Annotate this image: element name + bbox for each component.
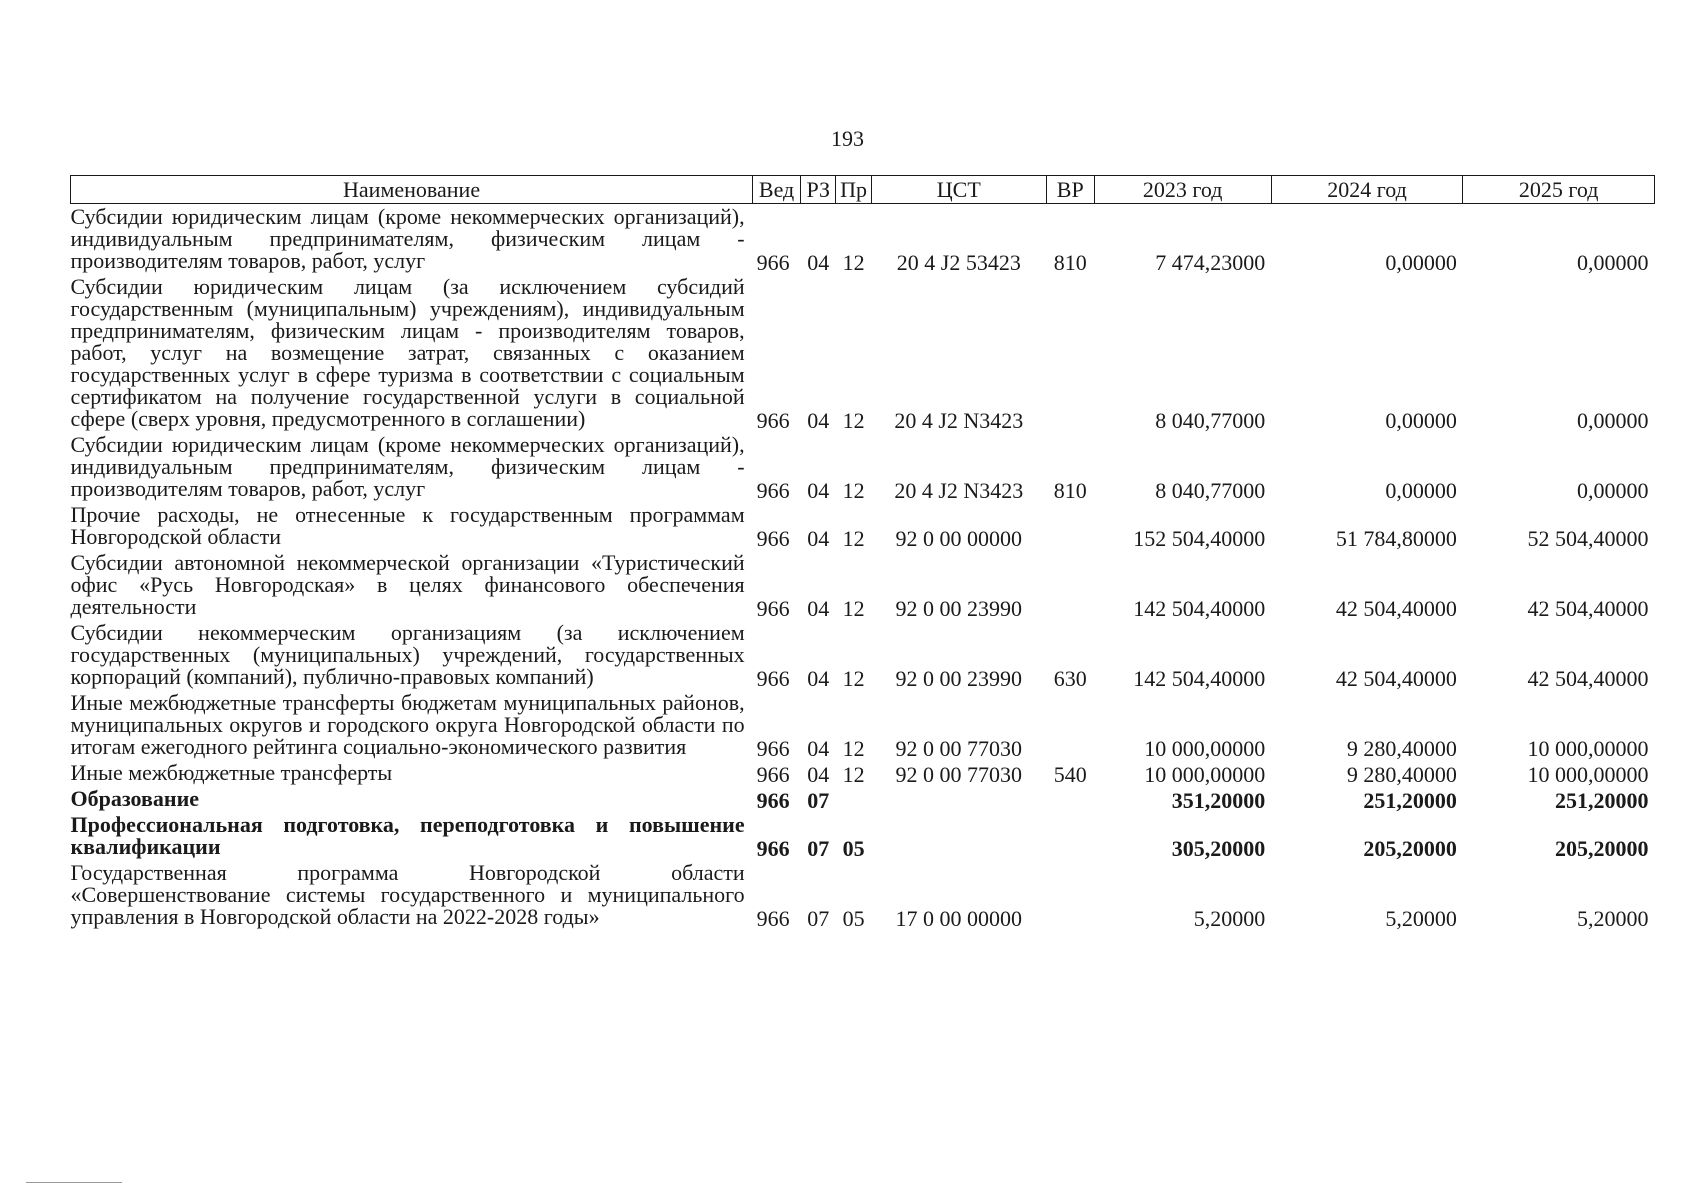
row-rz: 04 bbox=[807, 250, 830, 275]
row-2025: 205,20000 bbox=[1555, 836, 1649, 861]
table-row bbox=[71, 432, 1655, 502]
row-rz: 04 bbox=[807, 478, 830, 503]
header-rz: РЗ bbox=[801, 176, 836, 204]
row-vr bbox=[1046, 812, 1094, 860]
footer-scan-line bbox=[26, 1182, 122, 1183]
page-number: 193 bbox=[831, 126, 864, 151]
row-vr bbox=[1046, 274, 1094, 432]
row-cst: 92 0 00 00000 bbox=[895, 526, 1023, 551]
row-2025: 0,00000 bbox=[1577, 408, 1649, 433]
row-ved: 966 bbox=[756, 762, 790, 787]
table-row-section bbox=[71, 786, 1655, 812]
row-2025: 5,20000 bbox=[1577, 906, 1649, 931]
row-2023: 152 504,40000 bbox=[1133, 526, 1266, 551]
row-2024: 0,00000 bbox=[1385, 250, 1457, 275]
row-name: Иные межбюджетные трансферты bbox=[70, 760, 393, 785]
row-2023: 10 000,00000 bbox=[1144, 736, 1266, 761]
row-vr bbox=[1046, 502, 1094, 550]
row-2023: 7 474,23000 bbox=[1155, 250, 1266, 275]
row-2024: 9 280,40000 bbox=[1346, 762, 1457, 787]
row-2025: 251,20000 bbox=[1555, 788, 1649, 813]
row-rz: 04 bbox=[807, 596, 830, 621]
row-2024: 42 504,40000 bbox=[1335, 596, 1457, 621]
row-pr: 12 bbox=[842, 762, 865, 787]
table-row bbox=[71, 690, 1655, 760]
row-name: Профессиональная подготовка, переподготовка и повышение квалификации bbox=[70, 812, 745, 859]
row-vr: 630 bbox=[1053, 666, 1087, 691]
row-pr: 05 bbox=[842, 836, 865, 861]
row-pr: 12 bbox=[842, 666, 865, 691]
row-ved: 966 bbox=[756, 736, 790, 761]
row-vr bbox=[1046, 786, 1094, 812]
row-cst: 20 4 J2 N3423 bbox=[894, 478, 1024, 503]
table-row bbox=[71, 502, 1655, 550]
row-vr bbox=[1046, 860, 1094, 930]
row-name: Государственная программа Новгородской области «Совершенствование системы государственного и муниципального управления в Новгородской области на 2022-2028 годы» bbox=[70, 860, 745, 929]
table-header-row bbox=[71, 176, 1655, 204]
row-2023: 8 040,77000 bbox=[1155, 408, 1266, 433]
row-2025: 0,00000 bbox=[1577, 478, 1649, 503]
row-name: Субсидии юридическим лицам (за исключением субсидий государственным (муниципальным) учреждениям), индивидуальным предпринимателям, физическим лицам - производителям товаров, работ, услуг на возмещение затрат, связанных с оказанием государственных услуг в сфере туризма в соответствии с социальным сертификатом на получение государственной услуги в социальной сфере (сверх уровня, предусмотренного в соглашении) bbox=[70, 274, 745, 431]
row-2024: 42 504,40000 bbox=[1335, 666, 1457, 691]
row-2024: 51 784,80000 bbox=[1335, 526, 1457, 551]
row-pr: 12 bbox=[842, 478, 865, 503]
row-ved: 966 bbox=[756, 408, 790, 433]
row-2024: 0,00000 bbox=[1385, 408, 1457, 433]
row-ved: 966 bbox=[756, 836, 790, 861]
header-name: Наименование bbox=[71, 176, 753, 204]
row-2023: 10 000,00000 bbox=[1144, 762, 1266, 787]
row-2024: 9 280,40000 bbox=[1346, 736, 1457, 761]
row-pr: 12 bbox=[842, 596, 865, 621]
row-vr: 810 bbox=[1053, 250, 1087, 275]
row-ved: 966 bbox=[756, 250, 790, 275]
header-2024: 2024 год bbox=[1271, 176, 1463, 204]
table-row bbox=[71, 860, 1655, 930]
row-vr bbox=[1046, 690, 1094, 760]
row-name: Субсидии некоммерческим организациям (за исключением государственных (муниципальных) учреждений, государственных корпораций (компаний), публично-правовых компаний) bbox=[70, 620, 745, 689]
table-row bbox=[71, 550, 1655, 620]
row-name: Субсидии юридическим лицам (кроме некоммерческих организаций), индивидуальным предпринимателям, физическим лицам - производителям товаров, работ, услуг bbox=[70, 432, 745, 501]
row-cst bbox=[871, 812, 1046, 860]
header-ved: Вед bbox=[753, 176, 801, 204]
row-2024: 205,20000 bbox=[1363, 836, 1457, 861]
row-name: Субсидии автономной некоммерческой организации «Туристический офис «Русь Новгородская» в целях финансового обеспечения деятельности bbox=[70, 550, 745, 619]
row-2023: 8 040,77000 bbox=[1155, 478, 1266, 503]
header-pr: Пр bbox=[836, 176, 871, 204]
row-name: Иные межбюджетные трансферты бюджетам муниципальных районов, муниципальных округов и городского округа Новгородской области по итогам ежегодного рейтинга социально-экономического развития bbox=[70, 690, 745, 759]
row-cst: 20 4 J2 53423 bbox=[896, 250, 1021, 275]
row-rz: 04 bbox=[807, 666, 830, 691]
row-ved: 966 bbox=[756, 526, 790, 551]
row-pr bbox=[836, 786, 871, 812]
row-ved: 966 bbox=[756, 666, 790, 691]
header-2025: 2025 год bbox=[1463, 176, 1655, 204]
row-2025: 0,00000 bbox=[1577, 250, 1649, 275]
row-2023: 305,20000 bbox=[1171, 836, 1266, 861]
row-name: Прочие расходы, не отнесенные к государственным программам Новгородской области bbox=[70, 502, 745, 549]
row-2025: 10 000,00000 bbox=[1527, 736, 1649, 761]
row-pr: 12 bbox=[842, 526, 865, 551]
table-row-subsection bbox=[71, 812, 1655, 860]
row-2025: 42 504,40000 bbox=[1527, 666, 1649, 691]
row-cst bbox=[871, 786, 1046, 812]
row-rz: 04 bbox=[807, 762, 830, 787]
row-vr: 540 bbox=[1053, 762, 1087, 787]
row-2025: 10 000,00000 bbox=[1527, 762, 1649, 787]
row-cst: 92 0 00 23990 bbox=[895, 596, 1023, 621]
row-rz: 04 bbox=[807, 736, 830, 761]
budget-table bbox=[70, 175, 1655, 930]
row-pr: 12 bbox=[842, 408, 865, 433]
row-cst: 92 0 00 77030 bbox=[895, 736, 1023, 761]
row-rz: 07 bbox=[807, 836, 830, 861]
row-pr: 05 bbox=[842, 906, 865, 931]
row-cst: 17 0 00 00000 bbox=[895, 906, 1023, 931]
row-rz: 07 bbox=[807, 788, 830, 813]
row-2023: 142 504,40000 bbox=[1133, 666, 1266, 691]
row-ved: 966 bbox=[756, 596, 790, 621]
row-2023: 142 504,40000 bbox=[1133, 596, 1266, 621]
header-2023: 2023 год bbox=[1094, 176, 1271, 204]
row-vr: 810 bbox=[1053, 478, 1087, 503]
row-cst: 20 4 J2 N3423 bbox=[894, 408, 1024, 433]
row-cst: 92 0 00 77030 bbox=[895, 762, 1023, 787]
row-2023: 5,20000 bbox=[1193, 906, 1266, 931]
table-row bbox=[71, 204, 1655, 275]
row-ved: 966 bbox=[756, 478, 790, 503]
row-2023: 351,20000 bbox=[1171, 788, 1266, 813]
row-2024: 251,20000 bbox=[1363, 788, 1457, 813]
table-row bbox=[71, 760, 1655, 786]
row-name: Образование bbox=[70, 786, 200, 811]
row-2024: 5,20000 bbox=[1385, 906, 1457, 931]
header-vr: ВР bbox=[1046, 176, 1094, 204]
row-vr bbox=[1046, 550, 1094, 620]
row-2025: 52 504,40000 bbox=[1527, 526, 1649, 551]
row-2024: 0,00000 bbox=[1385, 478, 1457, 503]
row-name: Субсидии юридическим лицам (кроме некоммерческих организаций), индивидуальным предпринимателям, физическим лицам - производителям товаров, работ, услуг bbox=[70, 204, 745, 273]
row-rz: 04 bbox=[807, 408, 830, 433]
row-pr: 12 bbox=[842, 250, 865, 275]
row-ved: 966 bbox=[756, 906, 790, 931]
row-cst: 92 0 00 23990 bbox=[895, 666, 1023, 691]
row-2025: 42 504,40000 bbox=[1527, 596, 1649, 621]
row-pr: 12 bbox=[842, 736, 865, 761]
table-row bbox=[71, 274, 1655, 432]
row-rz: 07 bbox=[807, 906, 830, 931]
table-row bbox=[71, 620, 1655, 690]
row-ved: 966 bbox=[756, 788, 790, 813]
header-cst: ЦСТ bbox=[871, 176, 1046, 204]
row-rz: 04 bbox=[807, 526, 830, 551]
